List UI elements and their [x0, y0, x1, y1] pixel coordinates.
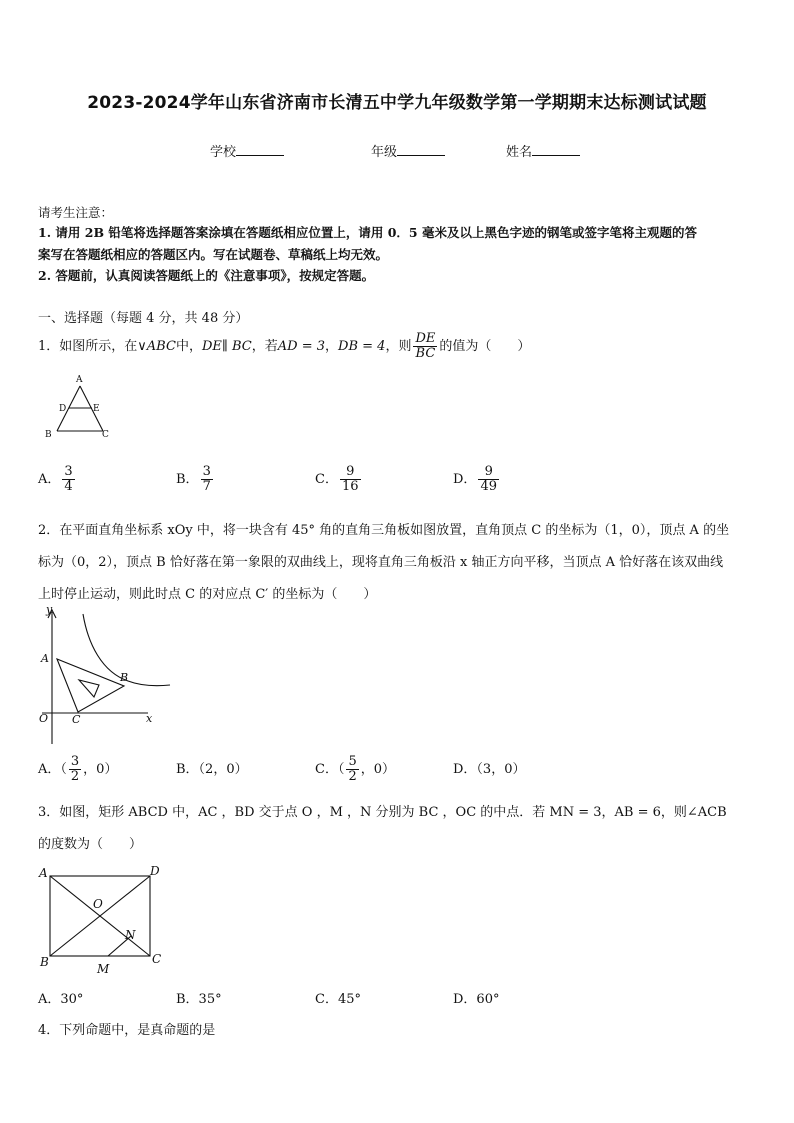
- q1-option-b-num: 3: [202, 464, 211, 480]
- q1-option-a-den: 4: [64, 479, 73, 494]
- q3-label-d: D: [150, 864, 160, 878]
- q1-option-b-frac: [201, 465, 213, 493]
- q1-fraction: [413, 332, 437, 360]
- question-2-line-1: 2．在平面直角坐标系 xOy 中，将一块含有 45° 角的直角三角板如图放置，直角顶点 C 的坐标为（1，0），顶点 A 的坐: [38, 523, 730, 538]
- q2-option-b[interactable]: [176, 752, 248, 788]
- q2-label-o: O: [39, 712, 49, 725]
- section-heading: 一、选择题（每题 4 分，共 48 分）: [38, 311, 249, 326]
- q2-option-a-frac: [69, 755, 81, 783]
- q1-option-d-letter: D．: [453, 472, 477, 487]
- question-4-stem: 4．下列命题中，是真命题的是: [38, 1023, 216, 1038]
- question-3-line-1: 3．如图，矩形 ABCD 中，AC ，BD 交于点 O ，M ，N 分别为 BC ，OC 的中点．若 MN = 3，AB = 6，则∠ACB: [38, 805, 727, 820]
- q3-label-a: A: [39, 866, 48, 880]
- q1-label-d: D: [59, 404, 67, 414]
- q3-option-c[interactable]: C．45°: [315, 992, 361, 1007]
- q1-option-c-letter: C．: [315, 472, 338, 487]
- q2-label-c: C: [72, 713, 81, 726]
- q2-option-c[interactable]: [315, 752, 395, 788]
- question-2-line-2: 标为（0，2），顶点 B 恰好落在第一象限的双曲线上，现将直角三角板沿 x 轴正方向平移，当顶点 A 恰好落在该双曲线: [38, 555, 724, 570]
- school-field: [210, 141, 284, 160]
- q2-option-a-tail: ，0）: [83, 762, 118, 777]
- q3-option-d[interactable]: D．60°: [453, 992, 500, 1007]
- q1-option-c-num: 9: [340, 465, 361, 480]
- q1-option-c-frac: [340, 465, 361, 493]
- q1-db: DB = 4: [338, 339, 386, 354]
- q1-stem-d: ，则: [385, 339, 412, 354]
- q2-label-y: y: [46, 604, 53, 616]
- q3-label-b: B: [40, 955, 49, 969]
- q2-option-a-letter: A．（: [38, 762, 67, 777]
- q1-figure: [40, 372, 120, 442]
- question-1-stem: [38, 327, 530, 367]
- q1-triangle: ∨ABC: [137, 339, 176, 354]
- q1-option-a-frac: [62, 465, 74, 493]
- q1-stem-b: 中，: [175, 339, 202, 354]
- q2-label-x: x: [146, 712, 153, 725]
- name-blank: [532, 144, 580, 156]
- q1-stem-a: 1．如图所示，在: [38, 339, 138, 354]
- q2-option-c-num: 5: [348, 754, 357, 770]
- q2-option-a[interactable]: [38, 752, 117, 788]
- q1-option-d-den: 49: [480, 479, 497, 494]
- notice-line-2: 案写在答题纸相应的答题区内。写在试题卷、草稿纸上均无效。: [38, 247, 389, 262]
- q1-option-b-letter: B．: [176, 472, 199, 487]
- question-2-line-3: 上时停止运动，则此时点 C 的对应点 C′ 的坐标为（ ）: [38, 587, 377, 602]
- q1-option-a-num: 3: [64, 464, 73, 480]
- q2-option-d-text: D．（3，0）: [453, 762, 526, 777]
- q2-figure: [36, 604, 176, 749]
- q2-option-d[interactable]: [453, 752, 525, 788]
- q2-option-b-text: B．（2，0）: [176, 762, 248, 777]
- q2-option-a-num: 3: [70, 754, 80, 770]
- q1-option-d-frac: [478, 465, 499, 493]
- q1-stem-e: 的值为（ ）: [439, 339, 531, 354]
- q1-ad: AD = 3: [277, 339, 326, 354]
- grade-blank: [397, 144, 445, 156]
- q3-label-m: M: [97, 962, 110, 976]
- q3-label-n: N: [125, 928, 136, 942]
- q2-option-c-tail: ，0）: [360, 762, 396, 777]
- q2-label-a: A: [41, 652, 49, 665]
- q2-triangle-outer: [57, 659, 124, 712]
- q1-option-b-den: 7: [202, 479, 211, 494]
- q1-label-c: C: [102, 430, 109, 440]
- q1-label-b: B: [45, 430, 52, 440]
- q3-option-b[interactable]: B．35°: [176, 992, 222, 1007]
- q1-option-c-den: 16: [341, 479, 359, 494]
- q3-figure: [36, 862, 166, 980]
- q2-option-c-den: 2: [348, 769, 357, 784]
- q1-option-a-letter: A．: [38, 472, 61, 487]
- q1-stem-c: ，若: [251, 339, 278, 354]
- q3-label-o: O: [93, 897, 103, 911]
- school-label: 学校: [210, 145, 237, 160]
- notice-line-1: 1. 请用 2B 铅笔将选择题答案涂填在答题纸相应位置上，请用 0．5 毫米及以上黑色字迹的钢笔或签字笔将主观题的答: [38, 225, 697, 240]
- q1-option-c[interactable]: [315, 462, 363, 498]
- grade-label: 年级: [371, 145, 398, 160]
- q1-option-a[interactable]: [38, 462, 77, 498]
- name-field: [506, 141, 580, 160]
- q1-label-e: E: [93, 404, 100, 414]
- q2-triangle-inner: [79, 680, 99, 697]
- q1-option-b[interactable]: [176, 462, 215, 498]
- q1-sep: ，: [325, 339, 339, 354]
- q2-option-c-frac: [346, 755, 358, 783]
- q3-label-c: C: [152, 952, 162, 966]
- q1-option-d-num: 9: [478, 465, 499, 480]
- notice-line-3: 2. 答题前，认真阅读答题纸上的《注意事项》，按规定答题。: [38, 268, 375, 283]
- name-label: 姓名: [506, 145, 533, 160]
- question-3-line-2: 的度数为（ ）: [38, 837, 143, 852]
- q2-label-b: B: [120, 671, 129, 684]
- q1-option-d[interactable]: [453, 462, 501, 498]
- q2-option-a-den: 2: [70, 769, 80, 784]
- q1-frac-num: DE: [415, 331, 436, 347]
- q1-parallel: DE∥ BC: [201, 339, 252, 354]
- q1-label-a: A: [76, 375, 83, 385]
- page-title: 2023-2024学年山东省济南市长清五中学九年级数学第一学期期末达标测试试题: [87, 93, 707, 113]
- school-blank: [236, 144, 284, 156]
- q3-option-a[interactable]: A．30°: [38, 992, 84, 1007]
- q2-option-c-letter: C．（: [315, 762, 345, 777]
- notice-heading: 请考生注意：: [38, 205, 114, 220]
- grade-field: [371, 141, 445, 160]
- q1-frac-den: BC: [415, 346, 436, 361]
